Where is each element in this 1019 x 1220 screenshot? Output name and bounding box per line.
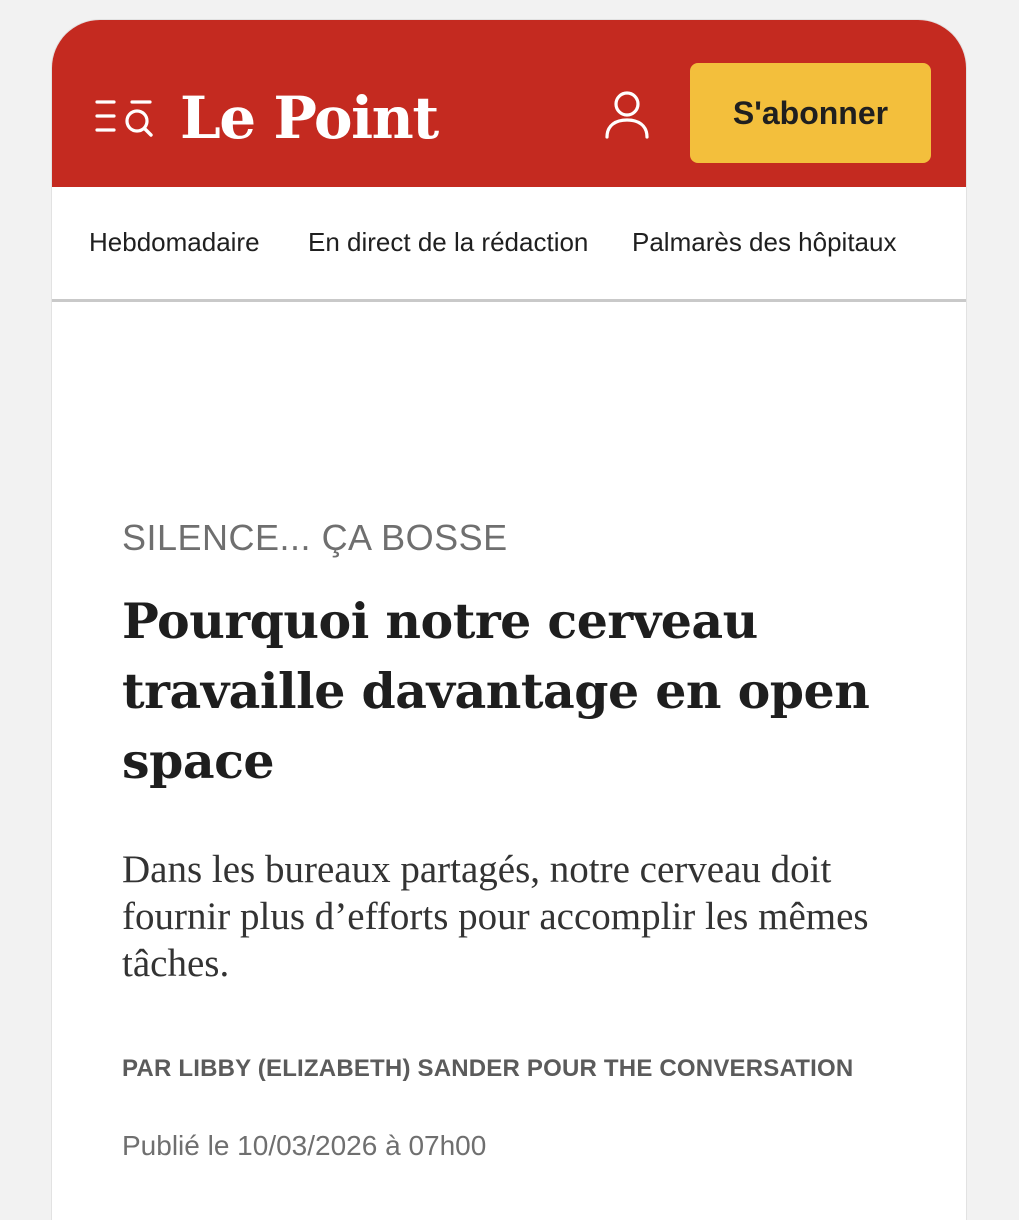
menu-search-icon — [92, 95, 156, 139]
nav-item-hebdomadaire[interactable]: Hebdomadaire — [89, 227, 260, 257]
publish-date: Publié le 10/03/2026 à 07h00 — [122, 1130, 487, 1161]
site-header — [52, 20, 966, 187]
nav-item-en-direct[interactable]: En direct de la rédaction — [308, 227, 589, 257]
section-nav — [52, 187, 966, 302]
account-button[interactable] — [602, 90, 652, 142]
article-kicker[interactable]: SILENCE... ÇA BOSSE — [122, 517, 508, 558]
article-title: Pourquoi notre cerveau travaille davantage en open space — [122, 592, 870, 790]
user-icon — [602, 90, 652, 142]
article-page — [52, 20, 966, 1220]
subscribe-button[interactable]: S'abonner — [690, 63, 931, 163]
article-byline: PAR LIBBY (ELIZABETH) SANDER POUR THE CONVERSATION — [122, 1055, 854, 1082]
menu-search-button[interactable] — [92, 95, 156, 139]
nav-item-palmares[interactable]: Palmarès des hôpitaux — [632, 227, 897, 257]
article-lede: Dans les bureaux partagés, notre cerveau doit fournir plus d’efforts pour accomplir les mêmes tâches. — [122, 848, 869, 985]
site-logo[interactable]: Le Point — [180, 84, 438, 152]
